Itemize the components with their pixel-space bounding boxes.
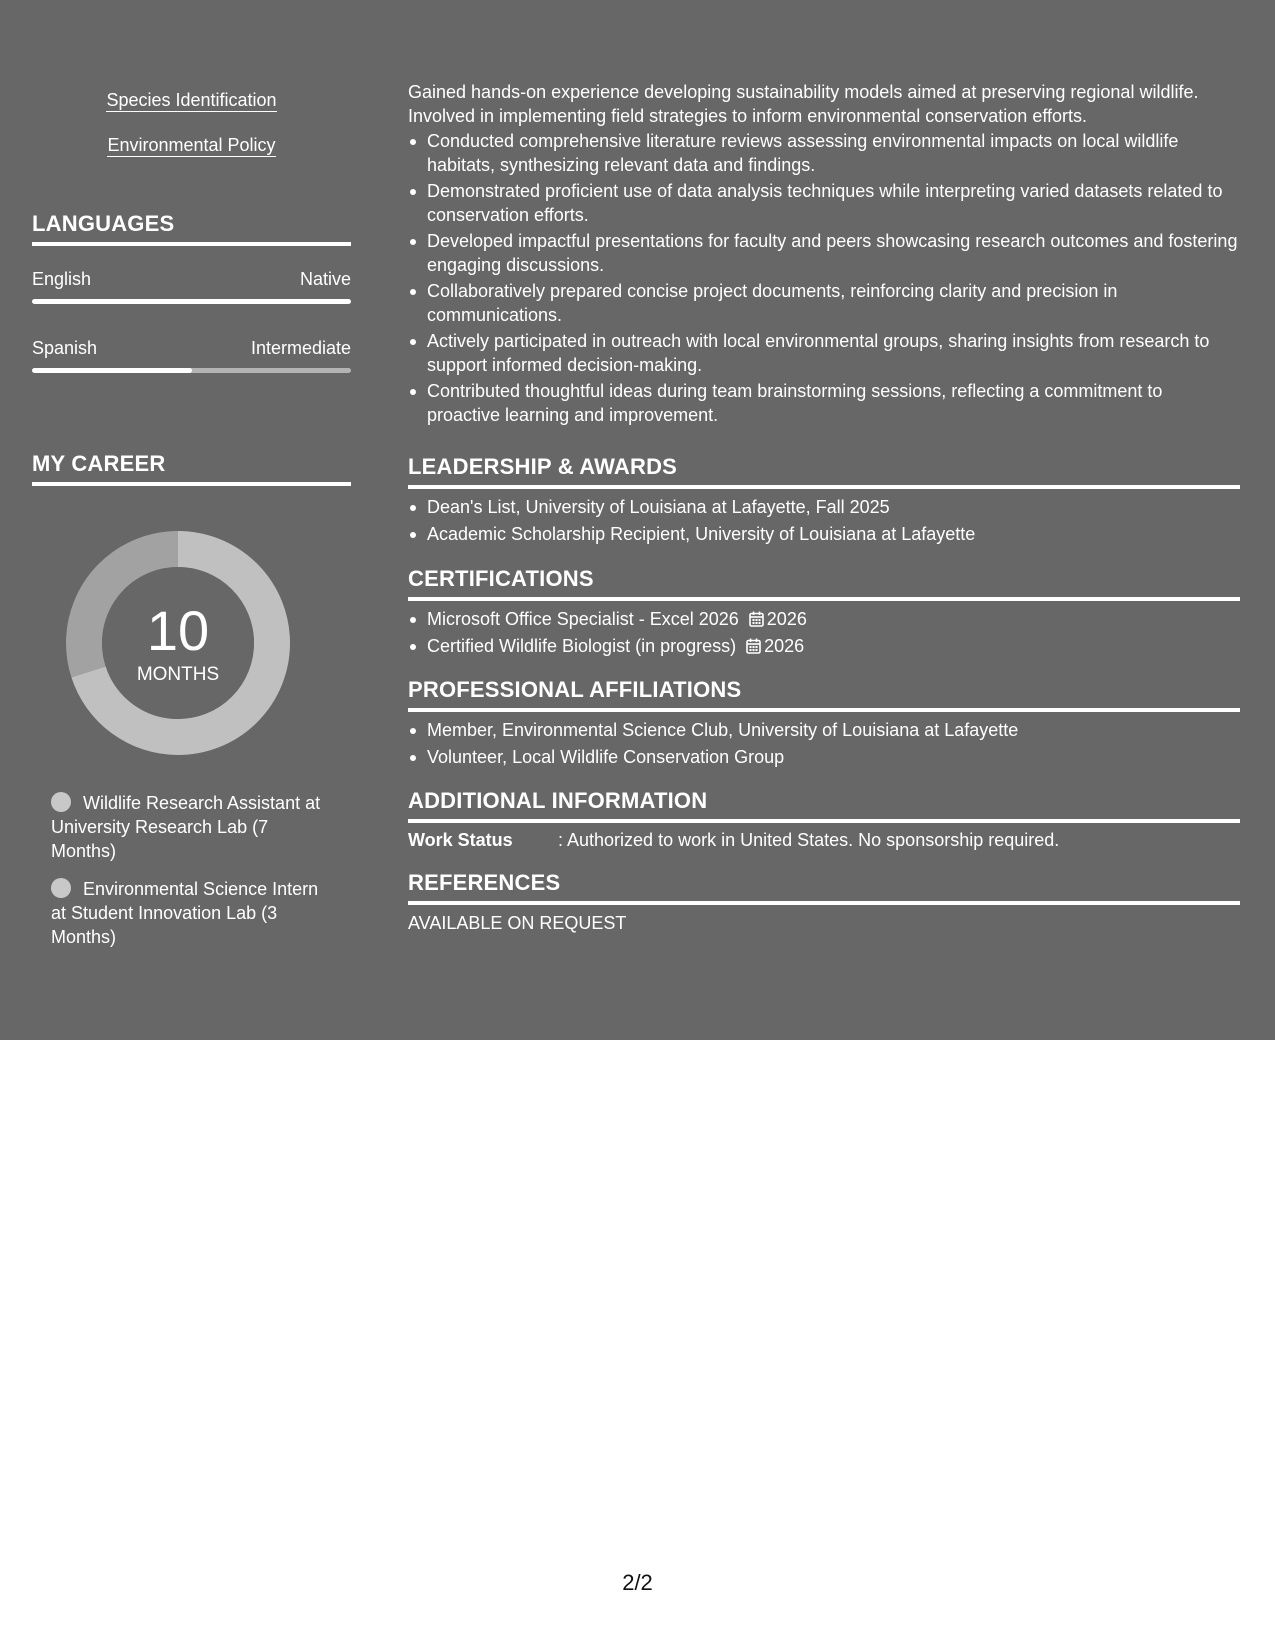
career-bullet-dot <box>51 792 71 812</box>
my-career-heading: MY CAREER <box>32 451 351 486</box>
skill-species-identification: Species Identification <box>106 90 277 110</box>
language-bar-spanish <box>32 368 351 373</box>
affiliations-list <box>408 718 1240 769</box>
leadership-item: Dean's List, University of Louisiana at Lafayette, Fall 2025 <box>408 495 1240 519</box>
certifications-list <box>408 607 1240 658</box>
language-name: English <box>32 269 92 289</box>
language-level: Native <box>299 269 351 289</box>
work-status-label: Work Status <box>408 830 513 850</box>
affiliations-heading: PROFESSIONAL AFFILIATIONS <box>408 677 1240 712</box>
affiliation-item: Volunteer, Local Wildlife Conservation Group <box>408 745 1240 769</box>
work-status-row <box>408 828 1240 852</box>
references-text: AVAILABLE ON REQUEST <box>408 913 627 933</box>
certification-year: 2026 <box>766 609 807 629</box>
language-bar-fill <box>32 368 192 373</box>
career-donut-chart <box>66 531 290 755</box>
affiliation-item: Member, Environmental Science Club, University of Louisiana at Lafayette <box>408 718 1240 742</box>
experience-bullet: Demonstrated proficient use of data analysis techniques while interpreting varied datasets related to conservation efforts. <box>408 179 1240 227</box>
certification-name: Microsoft Office Specialist - Excel 2026 <box>427 609 739 629</box>
language-bar-english <box>32 299 351 304</box>
language-name: Spanish <box>32 338 98 358</box>
certification-year: 2026 <box>764 636 805 656</box>
experience-bullet: Actively participated in outreach with local environmental groups, sharing insights from research to support informed decision-making. <box>408 329 1240 377</box>
experience-bullet: Collaboratively prepared concise project documents, reinforcing clarity and precision in communications. <box>408 279 1240 327</box>
certification-name: Certified Wildlife Biologist (in progress) <box>427 636 737 656</box>
certification-item <box>408 607 1240 631</box>
skill-environmental-policy: Environmental Policy <box>107 135 276 155</box>
career-item: Wildlife Research Assistant at University Research Lab (7 Months) <box>51 793 321 861</box>
career-total-number: 10 <box>146 599 210 662</box>
work-status-value: : Authorized to work in United States. No sponsorship required. <box>558 830 1060 850</box>
career-total-unit: MONTHS <box>136 664 220 685</box>
career-item: Environmental Science Intern at Student Innovation Lab (3 Months) <box>51 879 319 947</box>
leadership-heading: LEADERSHIP & AWARDS <box>408 454 1240 489</box>
leadership-list <box>408 495 1240 546</box>
calendar-icon <box>746 638 761 654</box>
language-bar-fill <box>32 299 351 304</box>
leadership-item: Academic Scholarship Recipient, University of Louisiana at Lafayette <box>408 522 1240 546</box>
certifications-heading: CERTIFICATIONS <box>408 566 1240 601</box>
experience-bullet-list <box>408 129 1240 427</box>
experience-bullet: Developed impactful presentations for faculty and peers showcasing research outcomes and fostering engaging discussions. <box>408 229 1240 277</box>
page-number: 2/2 <box>622 1570 653 1595</box>
language-level: Intermediate <box>250 338 351 358</box>
references-heading: REFERENCES <box>408 870 1240 905</box>
experience-bullet: Conducted comprehensive literature reviews assessing environmental impacts on local wildlife habitats, synthesizing relevant data and findings. <box>408 129 1240 177</box>
languages-heading: LANGUAGES <box>32 211 351 246</box>
experience-bullet: Contributed thoughtful ideas during team brainstorming sessions, reflecting a commitment to proactive learning and improvement. <box>408 379 1240 427</box>
certification-item <box>408 634 1240 658</box>
additional-info-heading: ADDITIONAL INFORMATION <box>408 788 1240 823</box>
career-bullet-dot <box>51 878 71 898</box>
experience-summary: Gained hands-on experience developing sustainability models aimed at preserving regional wildlife. Involved in implementing field strategies to inform environmental conservation efforts. <box>408 82 1199 126</box>
calendar-icon <box>749 611 764 627</box>
